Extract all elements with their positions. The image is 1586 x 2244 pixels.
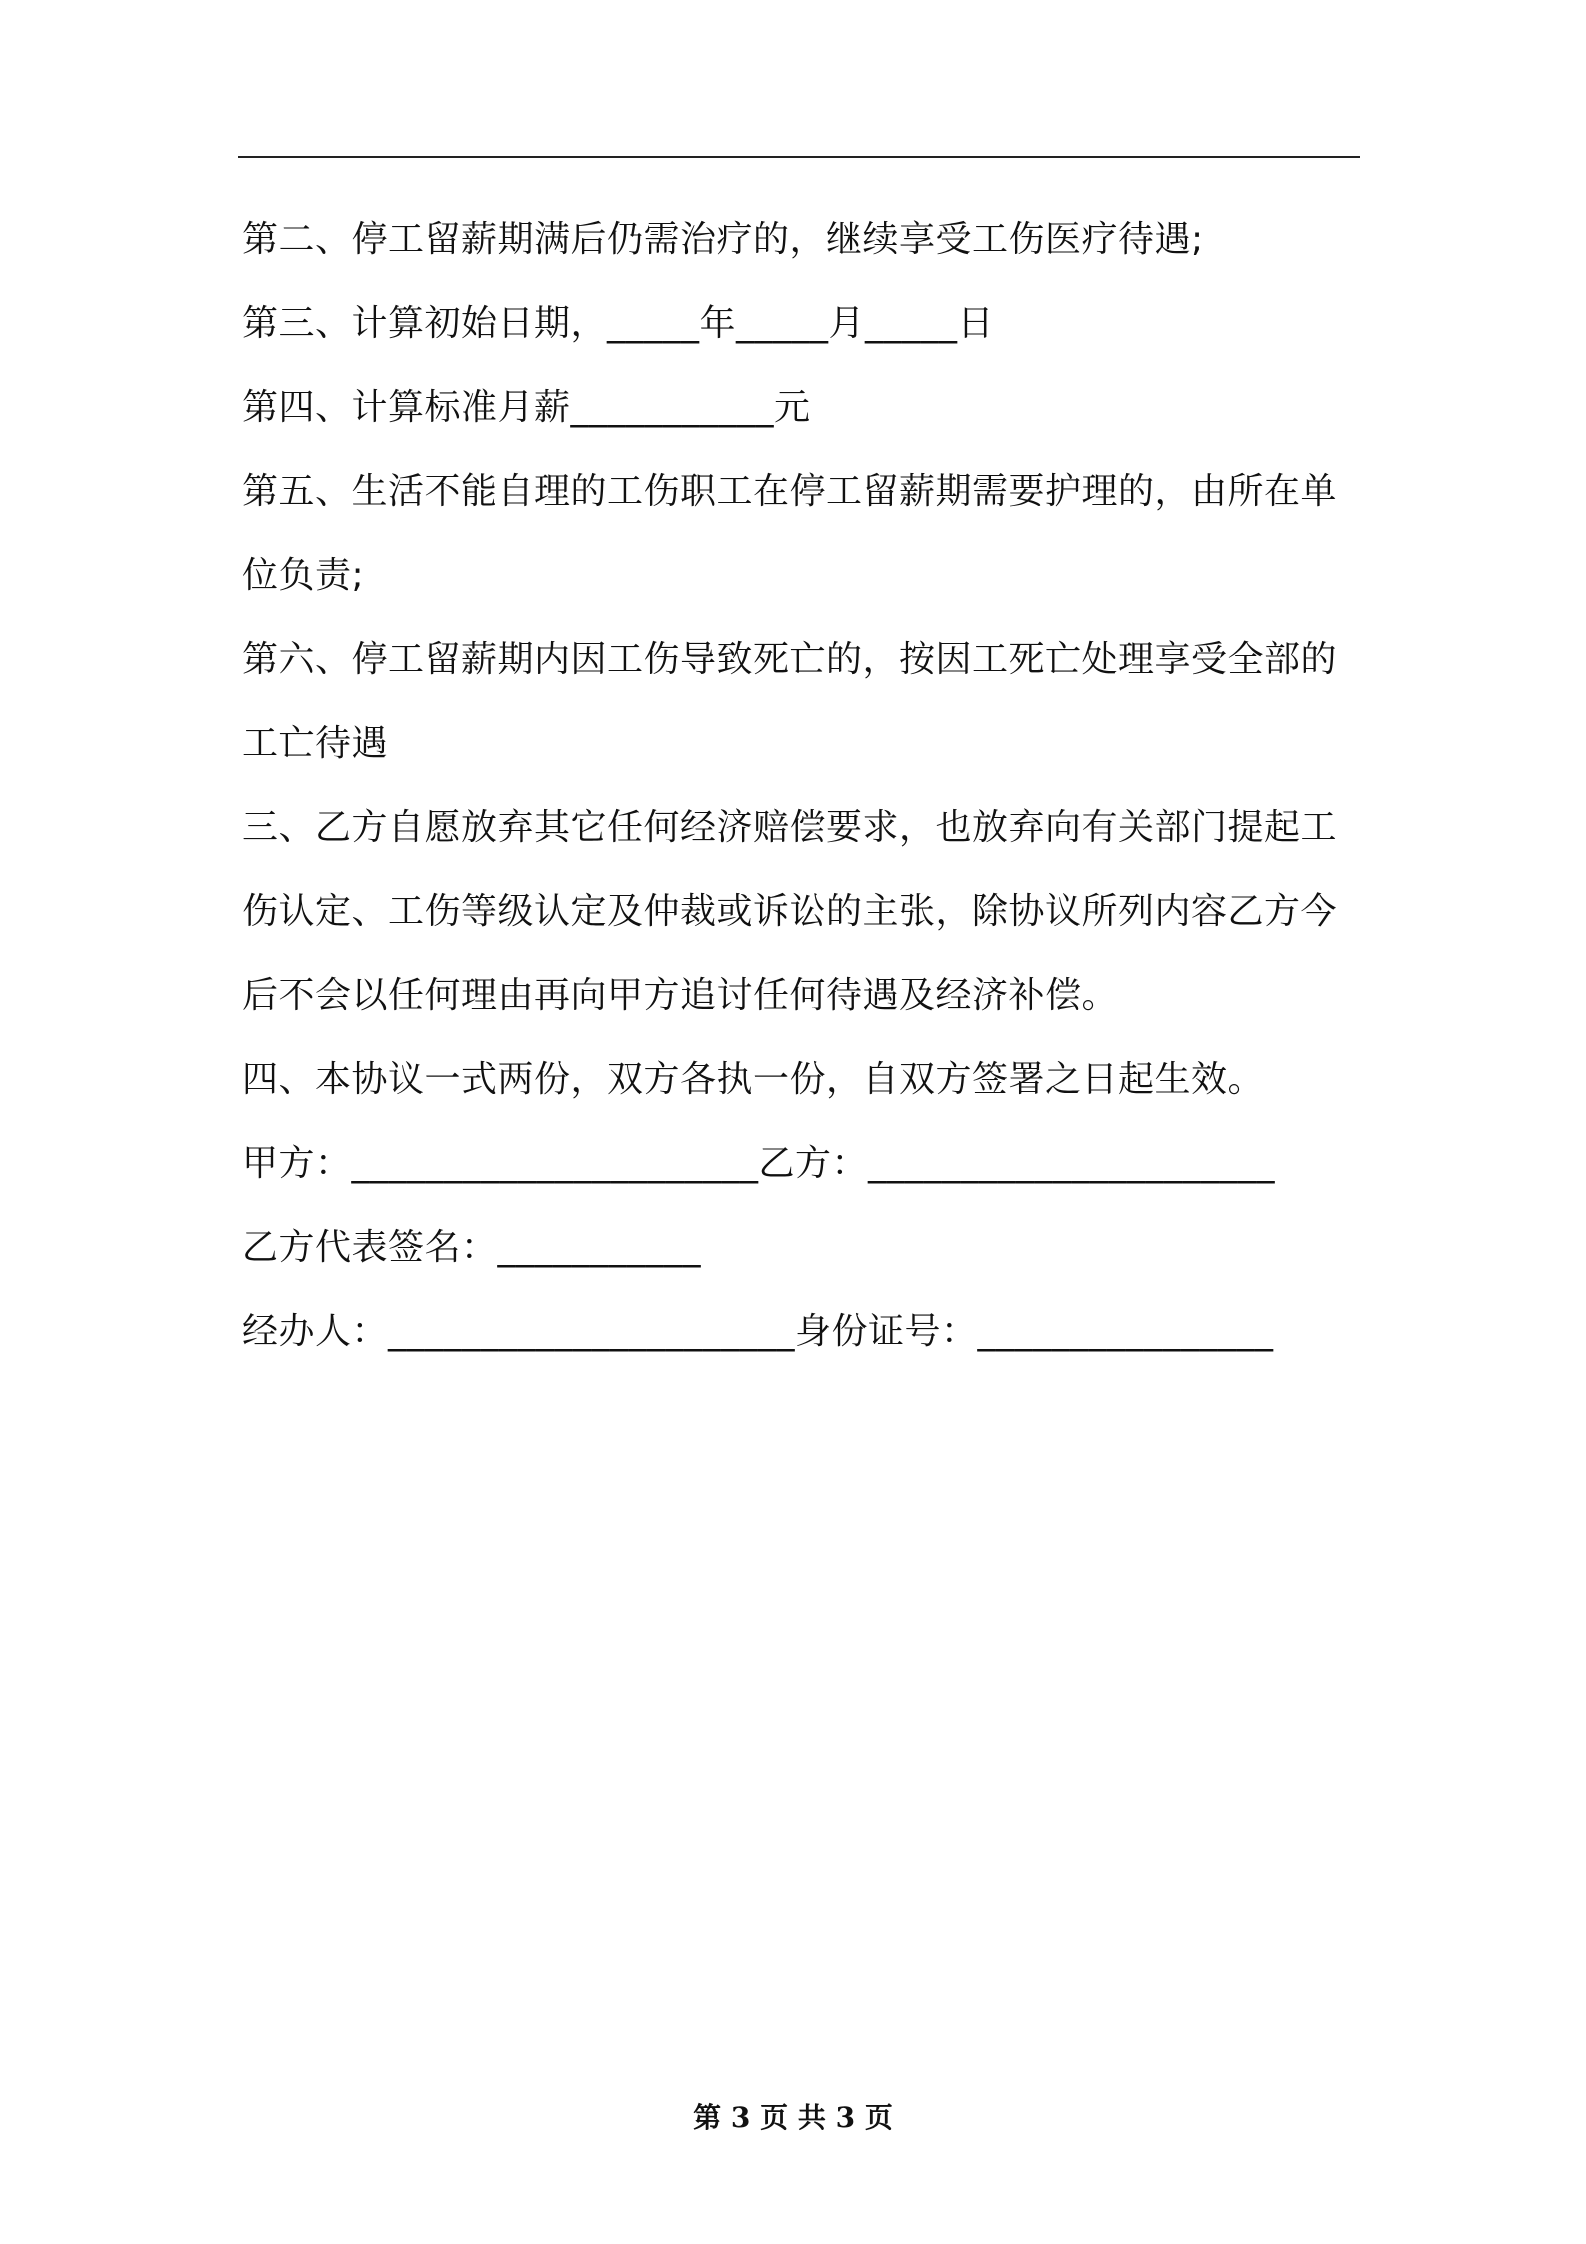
clause-fifth-nursing-line-2: 位负责; xyxy=(242,555,365,596)
clause-third-start-date: 第三、计算初始日期，_____年_____月_____日 xyxy=(242,303,995,344)
header-rule xyxy=(238,156,1360,158)
article-three-waiver-line-2: 伤认定、工伤等级认定及仲裁或诉讼的主张，除协议所列内容乙方今 xyxy=(242,891,1338,932)
clause-sixth-death-line-2: 工亡待遇 xyxy=(242,723,389,764)
signature-handler-id: 经办人：______________________身份证号：________________ xyxy=(242,1311,1274,1352)
article-four-copies: 四、本协议一式两份，双方各执一份，自双方签署之日起生效。 xyxy=(242,1059,1265,1100)
clause-second-continued-treatment: 第二、停工留薪期满后仍需治疗的，继续享受工伤医疗待遇; xyxy=(242,219,1204,260)
document-body xyxy=(242,198,1362,1374)
signature-party-b-representative: 乙方代表签名：___________ xyxy=(242,1227,702,1268)
clause-fourth-monthly-salary: 第四、计算标准月薪___________元 xyxy=(242,387,811,428)
clause-sixth-death-line-1: 第六、停工留薪期内因工伤导致死亡的，按因工死亡处理享受全部的 xyxy=(242,639,1338,680)
article-three-waiver-line-3: 后不会以任何理由再向甲方追讨任何待遇及经济补偿。 xyxy=(242,975,1119,1016)
page-number: 第 3 页 共 3 页 xyxy=(693,2101,893,2134)
article-three-waiver-line-1: 三、乙方自愿放弃其它任何经济赔偿要求，也放弃向有关部门提起工 xyxy=(242,807,1338,848)
clause-fifth-nursing-line-1: 第五、生活不能自理的工伤职工在停工留薪期需要护理的，由所在单 xyxy=(242,471,1338,512)
signature-party-a-b: 甲方：______________________乙方：______________________ xyxy=(242,1143,1276,1184)
